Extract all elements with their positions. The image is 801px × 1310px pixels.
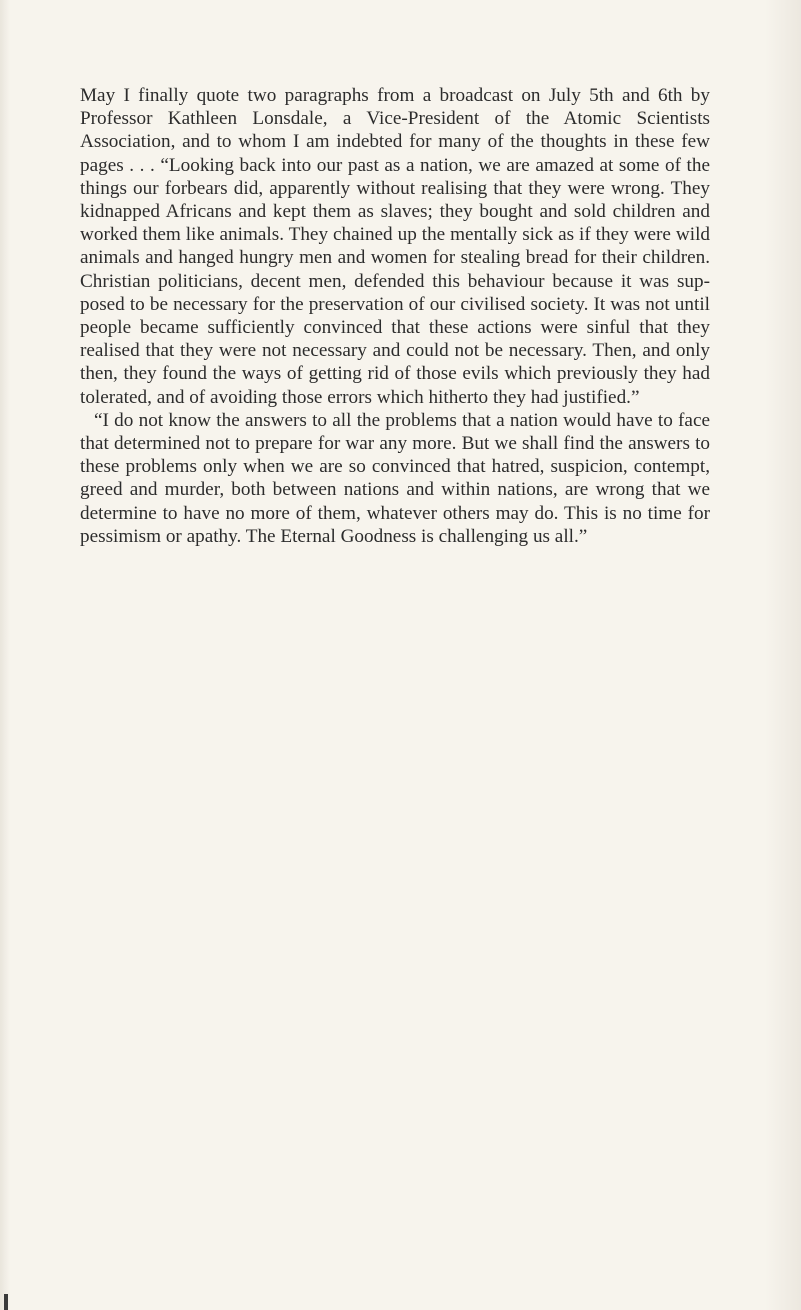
paragraph-quote-conclusion: “I do not know the answers to all the problems that a nation would have to face that determined not to prepare for war any more. But we shall find the answers to these problems only when we are so convinced that hatred, suspicion, contempt, greed and murder, both between nations and within nations, are wrong that we determine to have no more of them, whatever others may do. This is no time for pessimism or apathy. The Eternal Goodness is challenging us all.” [80, 409, 710, 547]
body-text [80, 84, 710, 548]
page-right-shadow [765, 0, 801, 1310]
paragraph-quote-intro: May I finally quote two paragraphs from a broadcast on July 5th and 6th by Professor Kathleen Lonsdale, a Vice-President of the Atomic Scientists Association, and to whom I am indebted for many of the thoughts in these few pages . . . “Looking back into our past as a nation, we are amazed at some of the things our forbears did, apparently without realising that they were wrong. They kidnapped Africans and kept them as slaves; they bought and sold children and worked them like animals. They chained up the mentally sick as if they were wild animals and hanged hungry men and women for stealing bread for their children. Christian politicians, decent men, defended this behaviour because it was supposed to be necessary for the preservation of our civilised society. It was not until people became sufficiently convinced that these actions were sinful that they realised that they were not necessary and could not be necessary. Then, and only then, they found the ways of getting rid of those evils which previously they had tolerated, and of avoiding those errors which hitherto they had justified.” [80, 85, 710, 408]
page-left-edge [0, 0, 10, 1310]
page-corner-mark [4, 1294, 8, 1310]
